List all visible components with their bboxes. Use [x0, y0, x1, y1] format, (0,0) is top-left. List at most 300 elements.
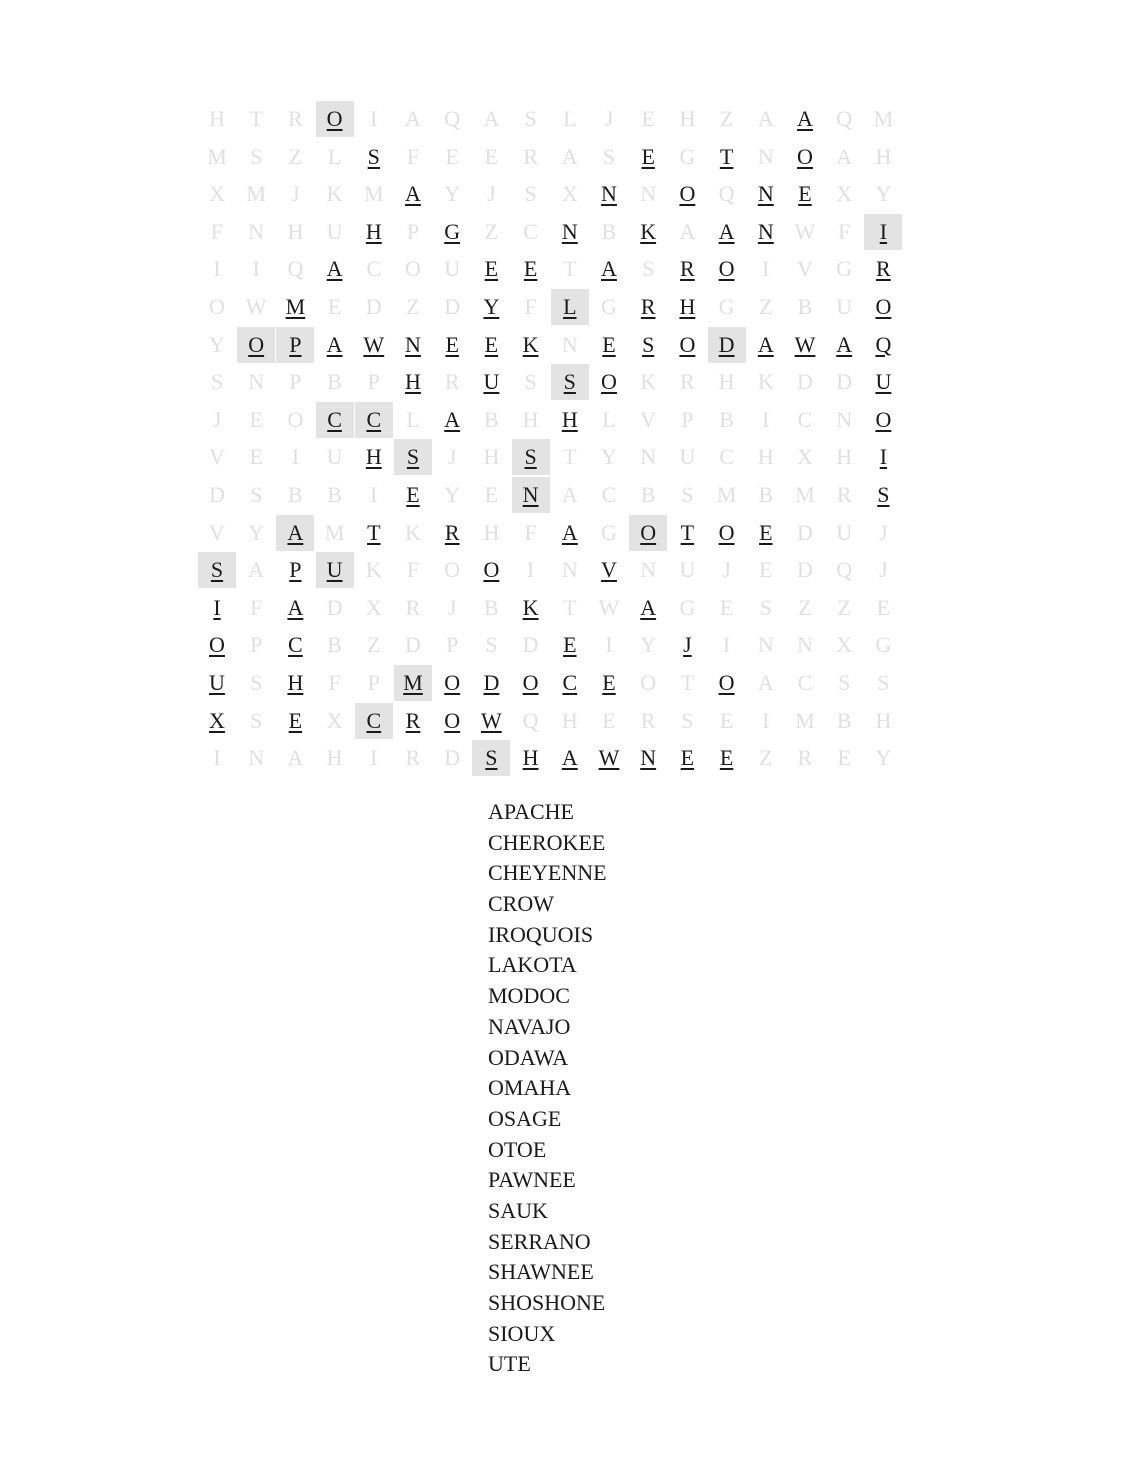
- word-list-item: ODAWA: [488, 1044, 569, 1070]
- grid-cell: F: [524, 519, 537, 545]
- grid-cell: C: [316, 402, 354, 438]
- grid-cell: J: [722, 557, 731, 583]
- grid-cell: O: [601, 369, 617, 395]
- grid-cell: B: [327, 632, 342, 658]
- grid-cell: D: [483, 670, 500, 695]
- grid-cell: N: [797, 632, 813, 658]
- grid-cell: O: [444, 707, 461, 733]
- grid-cell: P: [367, 670, 380, 695]
- grid-cell: R: [523, 143, 538, 169]
- word-list-item: CROW: [488, 891, 554, 917]
- grid-cell: A: [836, 331, 853, 357]
- grid-cell: O: [405, 256, 421, 282]
- grid-cell: C: [719, 444, 734, 470]
- grid-cell: H: [483, 444, 500, 470]
- grid-cell: Y: [209, 331, 225, 357]
- word-list-item: UTE: [488, 1351, 531, 1377]
- grid-cell: Z: [288, 143, 303, 169]
- grid-cell: E: [759, 519, 773, 545]
- grid-cell: M: [394, 665, 432, 701]
- grid-cell: L: [602, 406, 616, 432]
- grid-cell: C: [797, 406, 813, 432]
- grid-cell: L: [327, 143, 342, 169]
- grid-cell: E: [759, 557, 773, 583]
- grid-cell: A: [483, 106, 500, 131]
- grid-cell: B: [640, 482, 656, 507]
- grid-cell: A: [287, 594, 304, 620]
- grid-cell: H: [757, 444, 774, 470]
- grid-cell: Z: [484, 218, 499, 244]
- grid-cell: R: [405, 745, 421, 771]
- word-list-item: CHEROKEE: [488, 829, 606, 855]
- grid-cell: O: [209, 294, 225, 319]
- grid-cell: S: [602, 143, 616, 169]
- grid-cell: N: [640, 745, 657, 771]
- grid-cell: H: [209, 106, 225, 131]
- grid-cell: B: [758, 482, 774, 507]
- grid-cell: C: [355, 703, 393, 739]
- grid-cell: R: [405, 707, 421, 733]
- grid-cell: A: [561, 482, 578, 507]
- grid-cell: C: [797, 670, 813, 695]
- grid-cell: M: [795, 707, 815, 733]
- grid-cell: R: [640, 294, 656, 319]
- grid-cell: O: [287, 406, 304, 432]
- grid-cell: O: [522, 670, 539, 695]
- grid-cell: Y: [601, 444, 617, 470]
- grid-cell: P: [289, 557, 302, 583]
- grid-cell: J: [683, 632, 692, 658]
- grid-cell: A: [757, 670, 774, 695]
- grid-cell: G: [679, 594, 696, 620]
- grid-cell: R: [640, 707, 656, 733]
- grid-cell: S: [877, 482, 890, 507]
- grid-cell: Z: [759, 745, 773, 771]
- word-list-item: OTOE: [488, 1136, 547, 1162]
- grid-cell: Q: [522, 707, 539, 733]
- grid-cell: K: [405, 519, 421, 545]
- grid-cell: S: [512, 439, 550, 475]
- grid-cell: Z: [837, 594, 851, 620]
- grid-cell: S: [524, 106, 537, 131]
- grid-cell: M: [285, 294, 306, 319]
- grid-cell: K: [757, 369, 774, 395]
- grid-cell: D: [209, 482, 225, 507]
- grid-cell: U: [209, 670, 225, 695]
- grid-cell: A: [248, 557, 265, 583]
- grid-cell: H: [287, 670, 304, 695]
- grid-cell: G: [836, 256, 853, 282]
- grid-cell: S: [250, 482, 263, 507]
- grid-cell: J: [447, 444, 457, 470]
- grid-cell: O: [316, 101, 354, 137]
- grid-cell: G: [718, 294, 735, 319]
- grid-cell: S: [551, 364, 589, 400]
- word-list-item: MODOC: [488, 983, 570, 1009]
- grid-cell: E: [484, 256, 499, 282]
- grid-cell: Y: [483, 294, 500, 319]
- grid-cell: E: [798, 181, 812, 207]
- grid-cell: T: [249, 106, 263, 131]
- grid-cell: Z: [406, 294, 420, 319]
- grid-cell: H: [561, 707, 578, 733]
- grid-cell: E: [327, 294, 342, 319]
- grid-cell: R: [680, 369, 695, 395]
- grid-cell: E: [641, 106, 655, 131]
- grid-cell: U: [679, 557, 696, 583]
- grid-cell: J: [212, 406, 222, 432]
- grid-cell: G: [601, 519, 617, 545]
- grid-cell: A: [601, 256, 617, 282]
- word-list-item: SERRANO: [488, 1228, 591, 1254]
- grid-cell: K: [365, 557, 382, 583]
- grid-cell: E: [484, 482, 499, 507]
- grid-cell: O: [875, 294, 892, 319]
- grid-cell: O: [640, 670, 657, 695]
- word-list-item: SHOSHONE: [488, 1290, 606, 1315]
- grid-cell: O: [875, 406, 892, 432]
- grid-cell: X: [209, 181, 225, 207]
- grid-cell: X: [797, 444, 813, 470]
- grid-cell: T: [367, 519, 381, 545]
- grid-cell: J: [604, 106, 614, 131]
- grid-cell: Q: [836, 557, 853, 583]
- grid-cell: H: [875, 707, 892, 733]
- grid-cell: F: [210, 218, 224, 244]
- grid-cell: S: [877, 670, 890, 695]
- grid-cell: Y: [640, 632, 657, 658]
- grid-cell: T: [680, 670, 695, 695]
- grid-cell: F: [250, 594, 263, 620]
- grid-cell: W: [794, 331, 816, 357]
- grid-cell: S: [250, 143, 263, 169]
- grid-cell: W: [245, 294, 267, 319]
- grid-cell: Y: [875, 745, 892, 771]
- grid-cell: O: [718, 670, 735, 695]
- grid-cell: C: [523, 218, 538, 244]
- grid-cell: S: [472, 740, 510, 776]
- grid-cell: O: [444, 670, 461, 695]
- grid-cell: H: [718, 369, 735, 395]
- grid-cell: M: [716, 482, 737, 507]
- grid-cell: Y: [444, 181, 461, 207]
- grid-cell: I: [762, 707, 770, 733]
- grid-cell: V: [797, 256, 813, 282]
- grid-cell: W: [598, 745, 620, 771]
- grid-cell: H: [522, 406, 539, 432]
- grid-cell: N: [248, 745, 265, 771]
- grid-cell: L: [406, 406, 420, 432]
- grid-cell: N: [836, 406, 853, 432]
- grid-cell: O: [679, 331, 696, 357]
- grid-cell: U: [679, 444, 696, 470]
- grid-cell: P: [367, 369, 380, 395]
- grid-cell: Q: [836, 106, 853, 131]
- grid-cell: A: [405, 106, 421, 131]
- grid-cell: O: [629, 515, 667, 551]
- grid-cell: X: [561, 181, 578, 207]
- grid-cell: F: [406, 143, 420, 169]
- word-list-item: SIOUX: [488, 1320, 556, 1346]
- grid-cell: S: [524, 369, 537, 395]
- grid-cell: N: [757, 632, 774, 658]
- grid-cell: A: [679, 218, 696, 244]
- word-list-item: SHAWNEE: [488, 1259, 594, 1285]
- grid-cell: O: [237, 327, 275, 363]
- grid-cell: I: [864, 214, 902, 250]
- grid-cell: S: [198, 552, 236, 588]
- grid-cell: T: [680, 519, 695, 545]
- grid-cell: M: [795, 482, 815, 507]
- grid-cell: S: [681, 707, 694, 733]
- grid-cell: I: [605, 632, 613, 658]
- grid-cell: U: [316, 552, 354, 588]
- grid-cell: D: [797, 557, 813, 583]
- grid-cell: C: [562, 670, 578, 695]
- grid-cell: D: [522, 632, 539, 658]
- grid-cell: B: [484, 406, 499, 432]
- word-search-grid: [198, 101, 906, 778]
- grid-cell: J: [879, 557, 888, 583]
- grid-cell: N: [757, 218, 774, 244]
- grid-cell: O: [718, 256, 735, 282]
- grid-cell: S: [210, 369, 224, 395]
- word-list-item: NAVAJO: [488, 1013, 571, 1039]
- grid-cell: B: [327, 482, 342, 507]
- grid-cell: B: [288, 482, 303, 507]
- grid-cell: Y: [875, 181, 892, 207]
- grid-cell: H: [836, 444, 853, 470]
- grid-cell: D: [797, 369, 813, 395]
- grid-cell: U: [836, 294, 853, 319]
- grid-cell: A: [718, 218, 735, 244]
- grid-cell: Y: [444, 482, 461, 507]
- grid-cell: S: [250, 707, 263, 733]
- grid-cell: S: [367, 143, 380, 169]
- grid-cell: D: [405, 632, 421, 658]
- grid-cell: E: [837, 745, 851, 771]
- grid-cell: H: [365, 444, 382, 470]
- grid-cell: D: [365, 294, 382, 319]
- grid-cell: H: [679, 294, 696, 319]
- grid-cell: I: [291, 444, 300, 470]
- grid-cell: D: [797, 519, 813, 545]
- grid-cell: I: [252, 256, 260, 282]
- grid-cell: A: [757, 106, 774, 131]
- grid-cell: H: [561, 406, 578, 432]
- grid-cell: P: [250, 632, 263, 658]
- grid-cell: N: [757, 181, 774, 207]
- grid-cell: E: [680, 745, 695, 771]
- grid-cell: L: [563, 106, 577, 131]
- grid-cell: B: [719, 406, 734, 432]
- grid-cell: P: [276, 327, 314, 363]
- word-list-item: LAKOTA: [488, 952, 577, 978]
- grid-cell: N: [561, 218, 578, 244]
- grid-cell: A: [276, 515, 314, 551]
- word-list-item: PAWNEE: [488, 1167, 576, 1193]
- grid-cell: S: [681, 482, 694, 507]
- grid-cell: E: [602, 707, 616, 733]
- grid-cell: A: [405, 181, 421, 207]
- grid-cell: M: [364, 181, 384, 207]
- grid-cell: O: [209, 632, 225, 658]
- grid-cell: H: [679, 106, 696, 131]
- grid-cell: V: [209, 519, 225, 545]
- grid-cell: F: [328, 670, 341, 695]
- grid-cell: U: [326, 218, 343, 244]
- grid-cell: O: [444, 557, 461, 583]
- grid-cell: I: [762, 406, 770, 432]
- grid-cell: H: [522, 745, 539, 771]
- grid-cell: S: [642, 256, 655, 282]
- word-list: [488, 797, 607, 1380]
- grid-cell: E: [719, 707, 734, 733]
- grid-cell: U: [836, 519, 853, 545]
- grid-cell: A: [561, 745, 578, 771]
- grid-cell: I: [213, 594, 221, 620]
- grid-cell: S: [485, 632, 498, 658]
- grid-cell: C: [288, 632, 303, 658]
- grid-cell: Z: [719, 106, 734, 131]
- grid-cell: M: [207, 143, 227, 169]
- grid-cell: A: [444, 406, 461, 432]
- grid-cell: A: [797, 106, 813, 131]
- grid-cell: Q: [875, 331, 892, 357]
- grid-cell: Q: [444, 106, 461, 131]
- grid-cell: X: [836, 632, 853, 658]
- grid-cell: A: [326, 331, 343, 357]
- grid-cell: U: [444, 256, 461, 282]
- word-list-item: CHEYENNE: [488, 860, 607, 886]
- grid-cell: U: [875, 369, 892, 395]
- grid-cell: N: [640, 444, 657, 470]
- grid-cell: I: [762, 256, 770, 282]
- grid-cell: S: [394, 439, 432, 475]
- grid-cell: N: [561, 557, 578, 583]
- grid-cell: V: [209, 444, 225, 470]
- grid-cell: U: [326, 444, 343, 470]
- grid-cell: R: [836, 482, 852, 507]
- grid-cell: M: [246, 181, 266, 207]
- grid-cell: N: [512, 477, 550, 513]
- grid-cell: E: [445, 331, 459, 357]
- grid-cell: N: [601, 181, 617, 207]
- grid-cell: I: [722, 632, 731, 658]
- grid-cell: X: [836, 181, 853, 207]
- grid-cell: W: [794, 218, 816, 244]
- grid-cell: C: [355, 402, 393, 438]
- grid-cell: I: [213, 745, 221, 771]
- grid-cell: N: [640, 181, 657, 207]
- grid-cell: F: [838, 218, 851, 244]
- grid-cell: M: [324, 519, 345, 545]
- grid-cell: A: [757, 331, 774, 357]
- grid-cell: E: [602, 670, 616, 695]
- grid-cell: S: [524, 181, 537, 207]
- grid-cell: I: [879, 444, 888, 470]
- grid-cell: E: [719, 594, 734, 620]
- grid-cell: E: [406, 482, 420, 507]
- grid-cell: A: [287, 745, 304, 771]
- grid-cell: H: [405, 369, 421, 395]
- grid-cell: E: [484, 143, 499, 169]
- grid-cell: A: [326, 256, 343, 282]
- grid-cell: X: [209, 707, 225, 733]
- grid-cell: A: [836, 143, 853, 169]
- grid-cell: S: [250, 670, 263, 695]
- grid-cell: C: [366, 256, 382, 282]
- grid-cell: G: [444, 218, 461, 244]
- grid-cell: B: [327, 369, 342, 395]
- grid-cell: D: [708, 327, 746, 363]
- grid-cell: R: [797, 745, 813, 771]
- grid-cell: E: [719, 745, 734, 771]
- grid-cell: R: [680, 256, 695, 282]
- grid-cell: D: [836, 369, 853, 395]
- grid-cell: P: [446, 632, 459, 658]
- grid-cell: G: [875, 632, 892, 658]
- word-list-item: OMAHA: [488, 1075, 572, 1101]
- grid-cell: G: [601, 294, 617, 319]
- word-list-item: SAUK: [488, 1197, 548, 1223]
- grid-cell: O: [718, 519, 735, 545]
- grid-cell: R: [405, 594, 421, 620]
- grid-cell: K: [640, 218, 657, 244]
- word-list-item: OSAGE: [488, 1105, 562, 1131]
- grid-cell: V: [601, 557, 617, 583]
- grid-cell: K: [522, 331, 539, 357]
- grid-cell: Q: [718, 181, 735, 207]
- grid-cell: K: [522, 594, 539, 620]
- grid-cell: Z: [798, 594, 812, 620]
- grid-cell: K: [640, 369, 657, 395]
- grid-cell: I: [526, 557, 535, 583]
- grid-cell: E: [563, 632, 577, 658]
- grid-cell: S: [642, 331, 655, 357]
- grid-cell: W: [481, 707, 502, 733]
- grid-cell: R: [288, 106, 303, 131]
- grid-cell: P: [681, 406, 694, 432]
- grid-cell: A: [561, 519, 578, 545]
- grid-cell: E: [484, 331, 499, 357]
- grid-cell: T: [563, 444, 577, 470]
- grid-cell: G: [679, 143, 696, 169]
- grid-cell: O: [483, 557, 500, 583]
- grid-cell: P: [289, 369, 302, 395]
- grid-cell: E: [249, 406, 263, 432]
- grid-cell: J: [879, 519, 888, 545]
- grid-cell: N: [640, 557, 657, 583]
- grid-cell: E: [602, 331, 616, 357]
- grid-cell: B: [836, 707, 852, 733]
- grid-cell: R: [876, 256, 891, 282]
- grid-cell: B: [797, 294, 813, 319]
- grid-cell: Z: [759, 294, 773, 319]
- grid-cell: N: [561, 331, 578, 357]
- grid-cell: O: [679, 181, 696, 207]
- grid-cell: E: [876, 594, 891, 620]
- grid-cell: I: [370, 482, 378, 507]
- grid-cell: T: [719, 143, 734, 169]
- grid-cell: A: [561, 143, 578, 169]
- grid-cell: B: [601, 218, 617, 244]
- grid-cell: L: [551, 289, 589, 325]
- word-list-item: IROQUOIS: [488, 921, 594, 947]
- grid-cell: R: [444, 519, 460, 545]
- grid-cell: T: [563, 594, 577, 620]
- grid-cell: I: [213, 256, 221, 282]
